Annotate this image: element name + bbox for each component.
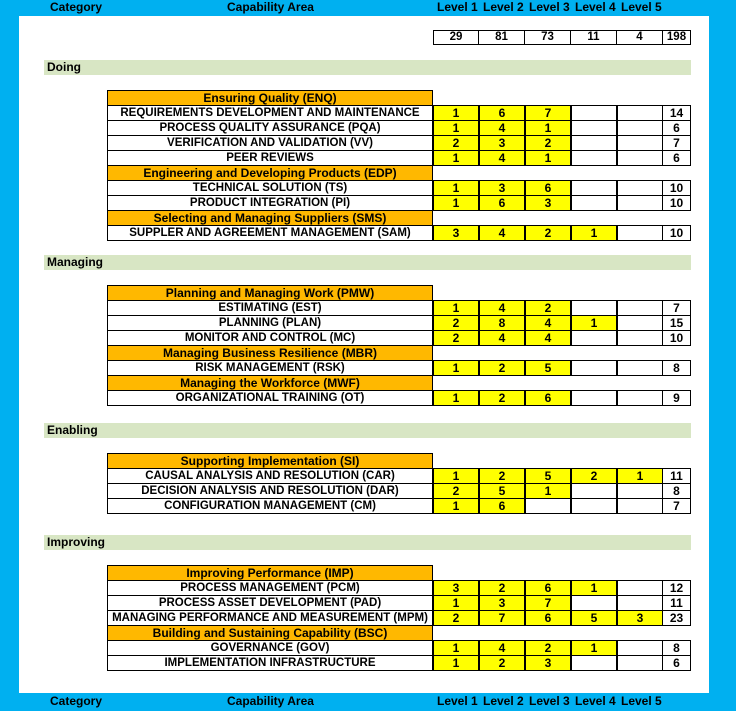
level-4-cell <box>571 105 617 121</box>
level-3-cell: 6 <box>525 580 571 596</box>
level-2-cell: 3 <box>479 135 525 151</box>
practice-area-name: PROCESS QUALITY ASSURANCE (PQA) <box>107 120 433 136</box>
category-managing: Managing <box>44 255 691 270</box>
level-4-cell: 1 <box>571 315 617 331</box>
level-2-cell: 5 <box>479 483 525 499</box>
level-1-cell: 1 <box>433 360 479 376</box>
level-1-cell: 2 <box>433 315 479 331</box>
level-4-cell: 1 <box>571 580 617 596</box>
practice-area-name: SUPPLER AND AGREEMENT MANAGEMENT (SAM) <box>107 225 433 241</box>
level-3-cell: 3 <box>525 655 571 671</box>
level-2-cell: 6 <box>479 105 525 121</box>
footer-category: Category <box>50 694 103 708</box>
level-1-cell: 2 <box>433 135 479 151</box>
level-1-cell: 1 <box>433 655 479 671</box>
bottom-column-header <box>0 694 736 710</box>
level-5-cell <box>617 390 663 406</box>
footer-level-2: Level 2 <box>483 694 524 708</box>
level-1-cell: 1 <box>433 180 479 196</box>
practice-total: 7 <box>662 300 691 316</box>
level-1-cell: 1 <box>433 120 479 136</box>
level-3-cell: 3 <box>525 195 571 211</box>
practice-total: 23 <box>662 610 691 626</box>
capability-area-header: Managing Business Resilience (MBR) <box>107 345 433 361</box>
practice-area-name: PRODUCT INTEGRATION (PI) <box>107 195 433 211</box>
level-4-cell: 1 <box>571 225 617 241</box>
practice-area-name: MONITOR AND CONTROL (MC) <box>107 330 433 346</box>
practice-total: 15 <box>662 315 691 331</box>
level-4-cell <box>571 330 617 346</box>
level-4-cell <box>571 498 617 514</box>
level-5-cell <box>617 483 663 499</box>
level-3-cell: 7 <box>525 595 571 611</box>
level-2-cell: 2 <box>479 580 525 596</box>
level-3-cell: 2 <box>525 135 571 151</box>
level-2-cell: 3 <box>479 180 525 196</box>
practice-area-name: RISK MANAGEMENT (RSK) <box>107 360 433 376</box>
practice-area-name: PROCESS ASSET DEVELOPMENT (PAD) <box>107 595 433 611</box>
total-level-2: 81 <box>478 30 525 45</box>
level-1-cell: 1 <box>433 300 479 316</box>
practice-total: 12 <box>662 580 691 596</box>
level-4-cell <box>571 595 617 611</box>
practice-area-name: CAUSAL ANALYSIS AND RESOLUTION (CAR) <box>107 468 433 484</box>
level-2-cell: 6 <box>479 195 525 211</box>
level-5-cell: 1 <box>617 468 663 484</box>
practice-area-name: PEER REVIEWS <box>107 150 433 166</box>
total-level-5: 4 <box>616 30 663 45</box>
level-5-cell <box>617 595 663 611</box>
total-level-3: 73 <box>524 30 571 45</box>
practice-area-name: VERIFICATION AND VALIDATION (VV) <box>107 135 433 151</box>
practice-total: 10 <box>662 225 691 241</box>
capability-area-header: Planning and Managing Work (PMW) <box>107 285 433 301</box>
practice-area-name: TECHNICAL SOLUTION (TS) <box>107 180 433 196</box>
level-2-cell: 4 <box>479 120 525 136</box>
total-overall: 198 <box>662 30 691 45</box>
total-level-1: 29 <box>433 30 479 45</box>
level-2-cell: 4 <box>479 150 525 166</box>
practice-area-name: GOVERNANCE (GOV) <box>107 640 433 656</box>
level-5-cell <box>617 655 663 671</box>
practice-total: 8 <box>662 640 691 656</box>
header-level-3: Level 3 <box>529 0 570 14</box>
practice-area-name: CONFIGURATION MANAGEMENT (CM) <box>107 498 433 514</box>
level-1-cell: 1 <box>433 498 479 514</box>
level-4-cell: 2 <box>571 468 617 484</box>
level-5-cell <box>617 300 663 316</box>
level-3-cell: 6 <box>525 180 571 196</box>
practice-total: 14 <box>662 105 691 121</box>
level-5-cell <box>617 105 663 121</box>
practice-area-name: DECISION ANALYSIS AND RESOLUTION (DAR) <box>107 483 433 499</box>
level-4-cell <box>571 135 617 151</box>
level-3-cell: 4 <box>525 315 571 331</box>
practice-area-name: MANAGING PERFORMANCE AND MEASUREMENT (MPM) <box>107 610 433 626</box>
level-2-cell: 4 <box>479 225 525 241</box>
capability-area-header: Building and Sustaining Capability (BSC) <box>107 625 433 641</box>
level-4-cell <box>571 655 617 671</box>
practice-area-name: PROCESS MANAGEMENT (PCM) <box>107 580 433 596</box>
capability-area-header: Managing the Workforce (MWF) <box>107 375 433 391</box>
level-2-cell: 7 <box>479 610 525 626</box>
level-1-cell: 1 <box>433 105 479 121</box>
level-2-cell: 3 <box>479 595 525 611</box>
level-5-cell <box>617 640 663 656</box>
footer-level-4: Level 4 <box>575 694 616 708</box>
practice-total: 10 <box>662 180 691 196</box>
header-level-2: Level 2 <box>483 0 524 14</box>
footer-level-3: Level 3 <box>529 694 570 708</box>
level-5-cell <box>617 580 663 596</box>
capability-table-panel <box>19 16 709 693</box>
practice-total: 10 <box>662 330 691 346</box>
level-5-cell <box>617 180 663 196</box>
footer-level-5: Level 5 <box>621 694 662 708</box>
level-3-cell: 7 <box>525 105 571 121</box>
practice-area-name: PLANNING (PLAN) <box>107 315 433 331</box>
level-1-cell: 1 <box>433 195 479 211</box>
practice-total: 8 <box>662 360 691 376</box>
level-5-cell <box>617 498 663 514</box>
level-4-cell <box>571 150 617 166</box>
practice-total: 11 <box>662 468 691 484</box>
total-level-4: 11 <box>570 30 617 45</box>
level-2-cell: 2 <box>479 468 525 484</box>
level-3-cell: 1 <box>525 150 571 166</box>
level-4-cell: 5 <box>571 610 617 626</box>
level-1-cell: 3 <box>433 225 479 241</box>
level-3-cell: 4 <box>525 330 571 346</box>
level-3-cell <box>525 498 571 514</box>
capability-area-header: Engineering and Developing Products (EDP) <box>107 165 433 181</box>
level-4-cell <box>571 120 617 136</box>
level-4-cell <box>571 300 617 316</box>
level-1-cell: 1 <box>433 595 479 611</box>
level-2-cell: 2 <box>479 390 525 406</box>
level-1-cell: 2 <box>433 330 479 346</box>
level-2-cell: 4 <box>479 640 525 656</box>
level-3-cell: 2 <box>525 225 571 241</box>
header-category: Category <box>50 0 103 14</box>
footer-capability-area: Capability Area <box>227 694 314 708</box>
level-3-cell: 6 <box>525 610 571 626</box>
level-4-cell <box>571 390 617 406</box>
category-enabling: Enabling <box>44 423 691 438</box>
level-3-cell: 2 <box>525 300 571 316</box>
capability-area-header: Selecting and Managing Suppliers (SMS) <box>107 210 433 226</box>
level-3-cell: 5 <box>525 360 571 376</box>
practice-total: 9 <box>662 390 691 406</box>
level-4-cell <box>571 195 617 211</box>
level-1-cell: 1 <box>433 468 479 484</box>
category-doing: Doing <box>44 60 691 75</box>
level-3-cell: 1 <box>525 120 571 136</box>
top-column-header <box>0 0 736 16</box>
header-level-5: Level 5 <box>621 0 662 14</box>
practice-total: 7 <box>662 498 691 514</box>
level-5-cell: 3 <box>617 610 663 626</box>
level-4-cell <box>571 483 617 499</box>
header-level-1: Level 1 <box>437 0 478 14</box>
level-4-cell <box>571 360 617 376</box>
practice-total: 8 <box>662 483 691 499</box>
header-capability-area: Capability Area <box>227 0 314 14</box>
level-1-cell: 2 <box>433 610 479 626</box>
practice-total: 7 <box>662 135 691 151</box>
level-2-cell: 2 <box>479 655 525 671</box>
level-1-cell: 1 <box>433 150 479 166</box>
practice-area-name: ORGANIZATIONAL TRAINING (OT) <box>107 390 433 406</box>
practice-total: 11 <box>662 595 691 611</box>
level-2-cell: 8 <box>479 315 525 331</box>
level-1-cell: 3 <box>433 580 479 596</box>
practice-area-name: ESTIMATING (EST) <box>107 300 433 316</box>
practice-total: 6 <box>662 120 691 136</box>
level-2-cell: 4 <box>479 300 525 316</box>
level-1-cell: 1 <box>433 390 479 406</box>
practice-total: 6 <box>662 150 691 166</box>
level-4-cell <box>571 180 617 196</box>
capability-area-header: Supporting Implementation (SI) <box>107 453 433 469</box>
level-5-cell <box>617 225 663 241</box>
level-4-cell: 1 <box>571 640 617 656</box>
practice-total: 10 <box>662 195 691 211</box>
level-2-cell: 6 <box>479 498 525 514</box>
level-5-cell <box>617 360 663 376</box>
level-3-cell: 6 <box>525 390 571 406</box>
level-5-cell <box>617 135 663 151</box>
capability-area-header: Improving Performance (IMP) <box>107 565 433 581</box>
level-3-cell: 5 <box>525 468 571 484</box>
level-5-cell <box>617 120 663 136</box>
practice-total: 6 <box>662 655 691 671</box>
practice-area-name: REQUIREMENTS DEVELOPMENT AND MAINTENANCE <box>107 105 433 121</box>
level-2-cell: 4 <box>479 330 525 346</box>
header-level-4: Level 4 <box>575 0 616 14</box>
level-5-cell <box>617 315 663 331</box>
footer-level-1: Level 1 <box>437 694 478 708</box>
level-5-cell <box>617 150 663 166</box>
capability-area-header: Ensuring Quality (ENQ) <box>107 90 433 106</box>
level-1-cell: 1 <box>433 640 479 656</box>
level-3-cell: 2 <box>525 640 571 656</box>
level-2-cell: 2 <box>479 360 525 376</box>
level-5-cell <box>617 195 663 211</box>
level-5-cell <box>617 330 663 346</box>
level-1-cell: 2 <box>433 483 479 499</box>
category-improving: Improving <box>44 535 691 550</box>
practice-area-name: IMPLEMENTATION INFRASTRUCTURE <box>107 655 433 671</box>
level-3-cell: 1 <box>525 483 571 499</box>
